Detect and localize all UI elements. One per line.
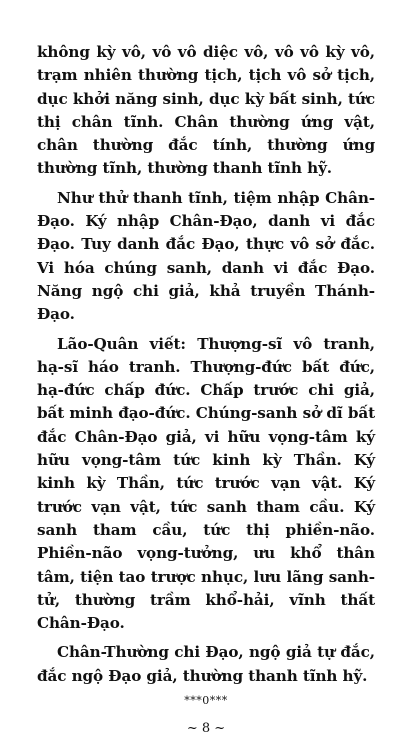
paragraph-2: Như thử thanh tĩnh, tiệm nhập Chân-Đạo. Ký nhập Chân-Đạo, danh vi đắc Đạo. Tuy danh đắc Đạo, thực vô sở đắc. Vi hóa chúng sanh, danh vi đắc Đạo. Năng ngộ chi giả, khả truyền Thánh-Đạo. [37, 188, 375, 324]
section-separator: ***0*** [184, 694, 228, 708]
paragraph-3: Lão-Quân viết: Thượng-sĩ vô tranh, hạ-sĩ háo tranh. Thượng-đức bất đức, hạ-đức chấp đức. Chấp trước chi giả, bất minh đạo-đức. Chúng-sanh sở dĩ bất đắc Chân-Đạo giả, vi hữu vọng-tâm ký hữu vọng-tâm tức kinh kỳ Thần. Ký kinh kỳ Thần, tức trước vạn vật. Ký trước vạn vật, tức sanh tham cầu. Ký sanh tham cầu, tức thị phiền-não. Phiền-não vọng-tưởng, ưu khổ thân tâm, tiện tao trược nhục, lưu lãng sanh-tử, thường trầm khổ-hải, vĩnh thất Chân-Đạo. [37, 334, 375, 633]
page-number: ~ 8 ~ [186, 721, 226, 736]
paragraph-1: không kỳ vô, vô vô diệc vô, vô vô kỳ vô, trạm nhiên thường tịch, tịch vô sở tịch, dục khởi năng sinh, dục kỳ bất sinh, tức thị chân tĩnh. Chân thường ứng vật, chân thường đắc tính, thường ứng thường tĩnh, thường thanh tĩnh hỹ. [37, 43, 375, 178]
page-body [37, 41, 375, 736]
paragraph-4: Chân-Thường chi Đạo, ngộ giả tự đắc, đắc ngộ Đạo giả, thường thanh tĩnh hỹ. [37, 643, 375, 685]
